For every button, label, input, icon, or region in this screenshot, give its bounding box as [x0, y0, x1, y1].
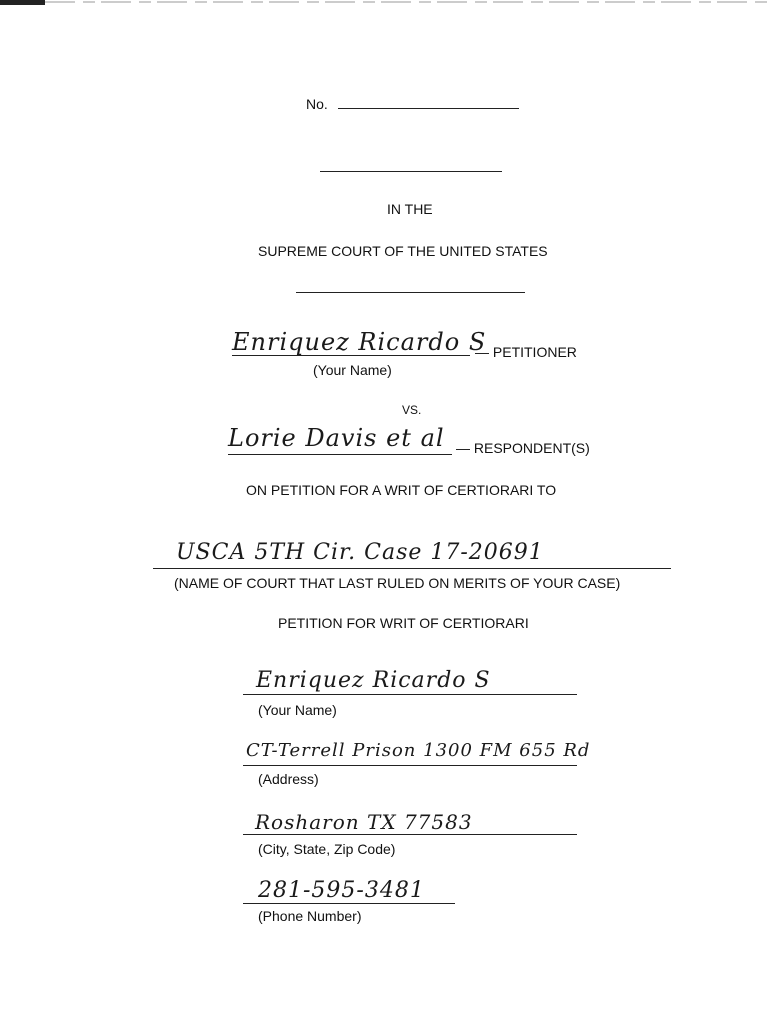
contact-phone-line — [243, 903, 455, 904]
petition-title: PETITION FOR WRIT OF CERTIORARI — [278, 615, 529, 631]
respondent-role: — RESPONDENT(S) — [456, 440, 590, 456]
contact-city-handwritten: Rosharon TX 77583 — [255, 810, 473, 834]
petitioner-hint: (Your Name) — [313, 362, 392, 378]
case-number-label: No. — [306, 96, 328, 112]
contact-name-line — [243, 694, 577, 695]
on-petition-text: ON PETITION FOR A WRIT OF CERTIORARI TO — [246, 482, 557, 498]
contact-name-hint: (Your Name) — [258, 702, 337, 718]
petitioner-name-handwritten: Enriquez Ricardo S — [232, 328, 487, 356]
contact-name-handwritten: Enriquez Ricardo S — [256, 668, 491, 693]
contact-address-line — [243, 765, 577, 766]
contact-address-handwritten: CT-Terrell Prison 1300 FM 655 Rd — [246, 740, 591, 761]
contact-address-hint: (Address) — [258, 771, 319, 787]
contact-city-hint: (City, State, Zip Code) — [258, 841, 396, 857]
lower-court-handwritten: USCA 5TH Cir. Case 17-20691 — [176, 540, 544, 565]
petitioner-line — [232, 355, 470, 356]
petitioner-role: — PETITIONER — [475, 344, 577, 360]
contact-city-line — [243, 834, 577, 835]
contact-phone-hint: (Phone Number) — [258, 908, 362, 924]
vs-label: VS. — [402, 403, 422, 417]
respondent-line — [228, 454, 452, 455]
lower-court-hint: (NAME OF COURT THAT LAST RULED ON MERITS OF YOUR CASE) — [174, 575, 621, 591]
in-the-heading: IN THE — [387, 201, 433, 217]
court-heading: SUPREME COURT OF THE UNITED STATES — [258, 243, 548, 259]
case-number-line — [338, 108, 519, 109]
scan-edge-artifact — [0, 0, 770, 8]
respondent-name-handwritten: Lorie Davis et al — [228, 424, 445, 452]
separator-line-2 — [296, 292, 525, 293]
separator-line-1 — [320, 171, 502, 172]
lower-court-line — [153, 568, 671, 569]
contact-phone-handwritten: 281-595-3481 — [258, 878, 425, 903]
